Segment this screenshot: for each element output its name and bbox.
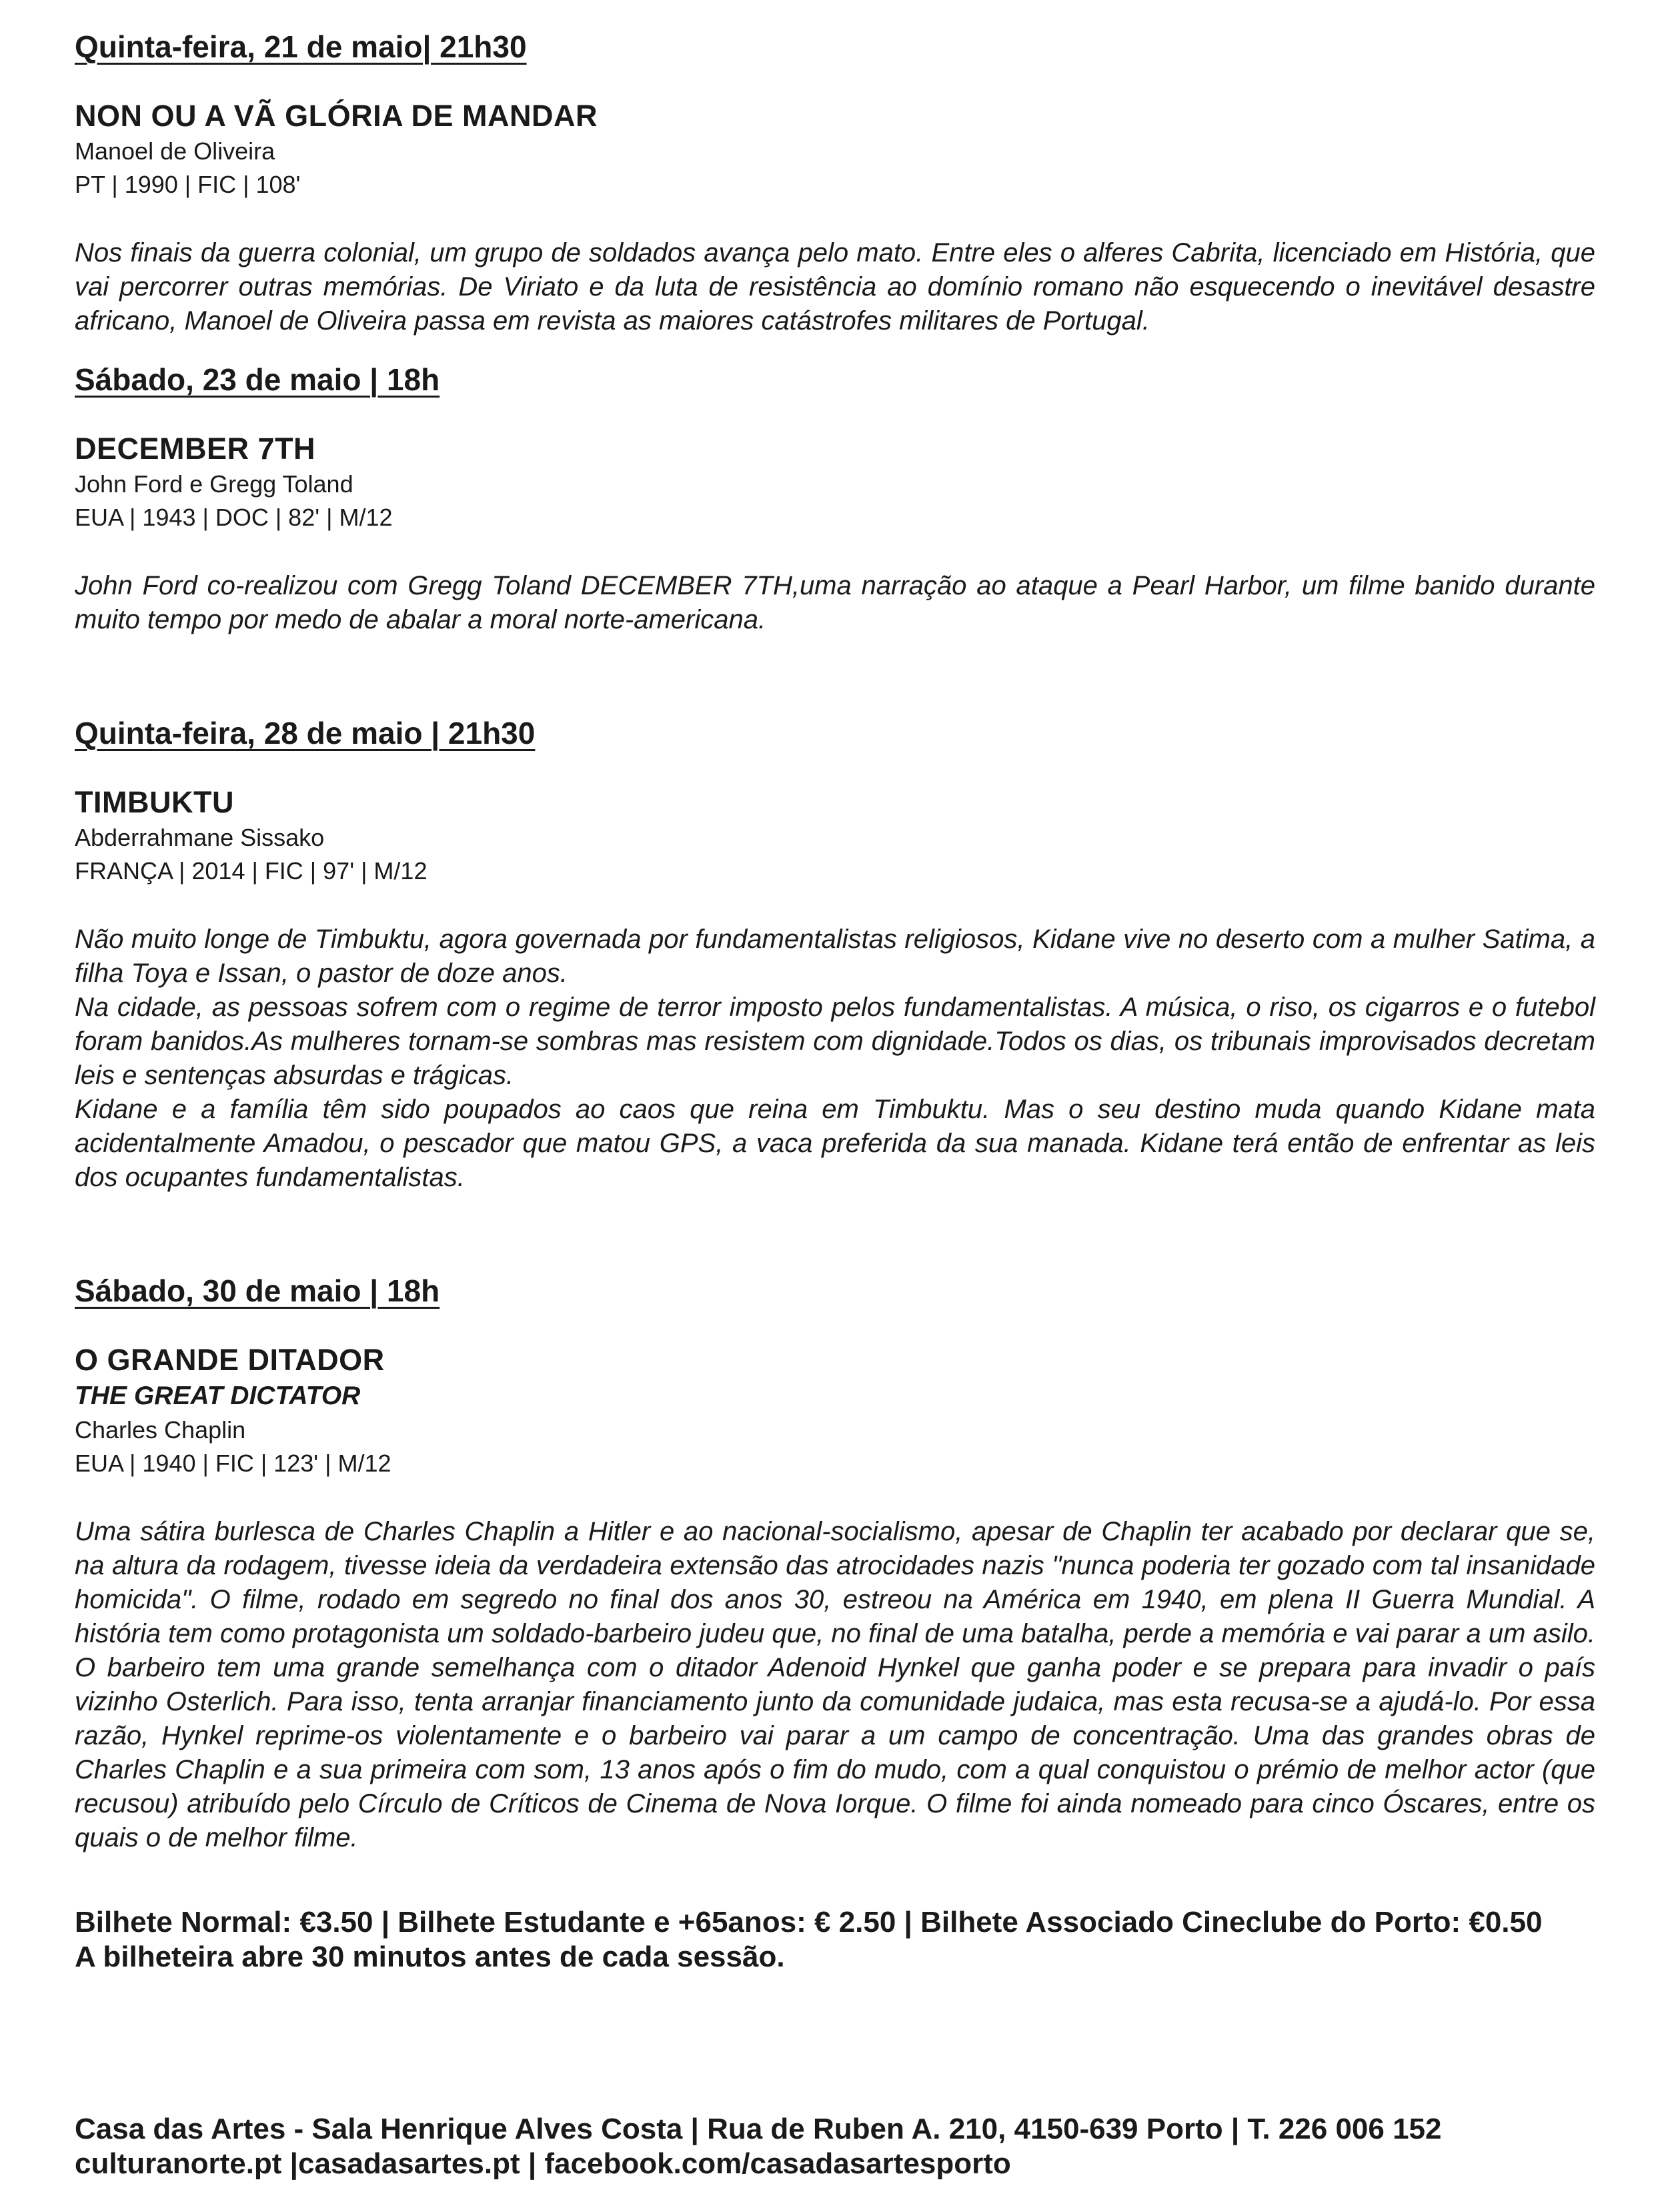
session-date: Sábado, 23 de maio | 18h <box>75 362 440 397</box>
synopsis-paragraph: Na cidade, as pessoas sofrem com o regime de terror imposto pelos fundamentalistas. A música, o riso, os cigarros e o futebol foram banidos.As mulheres tornam-se sombras mas resistem com dignidade.Todos os dias, os tribunais improvisados decretam leis e sentenças absurdas e trágicas. <box>75 993 1595 1090</box>
venue-address: Casa das Artes - Sala Henrique Alves Costa | Rua de Ruben A. 210, 4150-639 Porto | T. 226 006 152 <box>75 2113 1442 2145</box>
session-o-grande-ditador <box>75 1269 1595 1855</box>
film-title: TIMBUKTU <box>75 785 234 819</box>
film-synopsis <box>75 1515 1595 1855</box>
ticket-info <box>75 1905 1595 1975</box>
film-director: John Ford e Gregg Toland <box>75 470 353 498</box>
ticket-prices: Bilhete Normal: €3.50 | Bilhete Estudante e +65anos: € 2.50 | Bilhete Associado Cineclube do Porto: €0.50 <box>75 1906 1543 1939</box>
film-director: Charles Chaplin <box>75 1416 246 1444</box>
venue-footer <box>75 2112 1595 2181</box>
venue-links: culturanorte.pt |casadasartes.pt | facebook.com/casadasartesporto <box>75 2147 1011 2180</box>
film-original-title: THE GREAT DICTATOR <box>75 1381 361 1410</box>
film-synopsis <box>75 923 1595 1195</box>
film-title: O GRANDE DITADOR <box>75 1343 385 1377</box>
session-date: Sábado, 30 de maio | 18h <box>75 1273 440 1308</box>
film-director: Abderrahmane Sissako <box>75 824 325 851</box>
synopsis-paragraph: Não muito longe de Timbuktu, agora governada por fundamentalistas religiosos, Kidane vive no deserto com a mulher Satima, a filha Toya e Issan, o pastor de doze anos. <box>75 925 1595 988</box>
film-synopsis <box>75 569 1595 637</box>
session-december-7th <box>75 358 1595 637</box>
program-page <box>75 25 1595 1855</box>
film-director: Manoel de Oliveira <box>75 137 275 165</box>
film-synopsis <box>75 236 1595 338</box>
session-date: Quinta-feira, 21 de maio| 21h30 <box>75 29 527 64</box>
session-timbuktu <box>75 712 1595 1195</box>
session-non-ou-a-va-gloria <box>75 25 1595 338</box>
synopsis-paragraph: Uma sátira burlesca de Charles Chaplin a Hitler e ao nacional-socialismo, apesar de Chaplin ter acabado por declarar que se, na altura da rodagem, tivesse ideia da verdadeira extensão das atrocidades nazis "nunca poderia ter gozado com tal insanidade homicida". O filme, rodado em segredo no final dos anos 30, estreou na América em 1940, em plena II Guerra Mundial. A história tem como protagonista um soldado-barbeiro judeu que, no final de uma batalha, perde a memória e vai parar a um asilo. O barbeiro tem uma grande semelhança com o ditador Adenoid Hynkel que ganha poder e se prepara para invadir o país vizinho Osterlich. Para isso, tenta arranjar financiamento junto da comunidade judaica, mas esta recusa-se a ajudá-lo. Por essa razão, Hynkel reprime-os violentamente e o barbeiro vai parar a um campo de concentração. Uma das grandes obras de Charles Chaplin e a sua primeira com som, 13 anos após o fim do mudo, com a qual conquistou o prémio de melhor actor (que recusou) atribuído pelo Círculo de Críticos de Cinema de Nova Iorque. O filme foi ainda nomeado para cinco Óscares, entre os quais o de melhor filme. <box>75 1517 1595 1852</box>
film-meta: PT | 1990 | FIC | 108' <box>75 171 301 198</box>
film-meta: FRANÇA | 2014 | FIC | 97' | M/12 <box>75 857 428 885</box>
box-office-note: A bilheteira abre 30 minutos antes de cada sessão. <box>75 1941 785 1973</box>
session-date: Quinta-feira, 28 de maio | 21h30 <box>75 716 536 750</box>
synopsis-paragraph: Kidane e a família têm sido poupados ao caos que reina em Timbuktu. Mas o seu destino muda quando Kidane mata acidentalmente Amadou, o pescador que matou GPS, a vaca preferida da sua manada. Kidane terá então de enfrentar as leis dos ocupantes fundamentalistas. <box>75 1095 1595 1192</box>
film-meta: EUA | 1940 | FIC | 123' | M/12 <box>75 1450 391 1477</box>
film-title: DECEMBER 7TH <box>75 432 316 466</box>
film-meta: EUA | 1943 | DOC | 82' | M/12 <box>75 504 393 531</box>
synopsis-paragraph: John Ford co-realizou com Gregg Toland DECEMBER 7TH,uma narração ao ataque a Pearl Harbor, um filme banido durante muito tempo por medo de abalar a moral norte-americana. <box>75 571 1595 634</box>
film-title: NON OU A VÃ GLÓRIA DE MANDAR <box>75 99 598 133</box>
synopsis-paragraph: Nos finais da guerra colonial, um grupo de soldados avança pelo mato. Entre eles o alferes Cabrita, licenciado em História, que vai percorrer outras memórias. De Viriato e da luta de resistência ao domínio romano não esquecendo o inevitável desastre africano, Manoel de Oliveira passa em revista as maiores catástrofes militares de Portugal. <box>75 238 1595 336</box>
